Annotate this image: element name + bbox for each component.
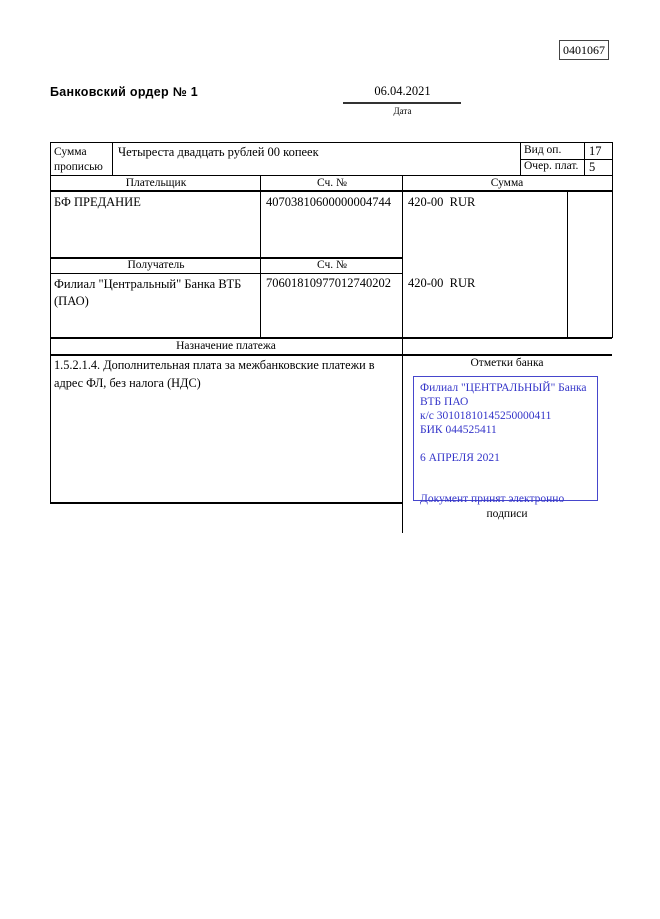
table-border-vidop-value-divider: [584, 142, 585, 176]
payer-account-number: 40703810600000004744: [266, 195, 391, 209]
payer-section-header: Плательщик: [125, 177, 187, 189]
stamp-corr-account: к/с 30101810145250000411: [420, 410, 552, 422]
amount-in-words: Четыреста двадцать рублей 00 копеек: [118, 145, 319, 159]
form-code: 0401067: [563, 42, 605, 57]
stamp-bik: БИК 044525411: [420, 424, 497, 436]
table-border-sum-narrow-divider: [567, 191, 568, 338]
payee-account-number: 70601810977012740202: [266, 276, 391, 290]
payer-account-header: Сч. №: [316, 177, 348, 189]
payee-amount: 420-00 RUR: [408, 276, 476, 290]
signatures-label: подписи: [486, 508, 528, 520]
table-border-under-headers: [50, 190, 612, 192]
bank-marks-header: Отметки банка: [470, 357, 544, 369]
table-border-account-sum-divider: [402, 175, 403, 533]
table-border-bottom-left: [50, 502, 402, 504]
date-value: 06.04.2021: [374, 84, 431, 98]
operation-type-value: 17: [589, 144, 602, 158]
bank-stamp: [413, 376, 598, 505]
payee-account-header: Сч. №: [316, 259, 348, 271]
payer-amount: 420-00 RUR: [408, 195, 476, 209]
table-border-right: [612, 142, 613, 338]
payer-name: БФ ПРЕДАНИЕ: [54, 195, 141, 209]
stamp-bank-name: Филиал "ЦЕНТРАЛЬНЫЙ" Банка ВТБ ПАО: [420, 382, 587, 408]
table-border-amount-bottom: [50, 175, 612, 176]
payee-name: Филиал "Центральный" Банка ВТБ (ПАО): [54, 277, 242, 308]
payment-purpose-text: 1.5.2.1.4. Дополнительная плата за межбанковские платежи в адрес ФЛ, без налога (НДС): [54, 358, 375, 390]
purpose-section-header: Назначение платежа: [176, 340, 276, 352]
table-border-sumlabel-divider: [112, 142, 113, 176]
table-border-under-payee-header: [50, 273, 402, 274]
amount-words-label: Сумма прописью: [54, 146, 103, 173]
payment-priority-value: 5: [589, 160, 596, 174]
stamp-accepted-note: Документ принят электронно: [420, 493, 565, 505]
stamp-date: 6 АПРЕЛЯ 2021: [420, 452, 500, 464]
table-border-name-account-divider: [260, 175, 261, 338]
table-border-vidop-left: [520, 142, 521, 176]
table-border-above-purpose: [50, 337, 612, 339]
date-underline: [343, 102, 461, 104]
payee-section-header: Получатель: [127, 259, 185, 271]
table-border-under-purpose-header: [50, 354, 612, 356]
date-label: Дата: [393, 106, 412, 116]
operation-type-label: Вид оп.: [524, 144, 562, 156]
table-border-left: [50, 142, 51, 503]
document-title: Банковский ордер № 1: [50, 85, 198, 99]
form-code-box: [559, 40, 609, 60]
sum-column-header: Сумма: [490, 177, 524, 189]
payment-priority-label: Очер. плат.: [524, 160, 579, 172]
table-border-top: [50, 142, 612, 143]
